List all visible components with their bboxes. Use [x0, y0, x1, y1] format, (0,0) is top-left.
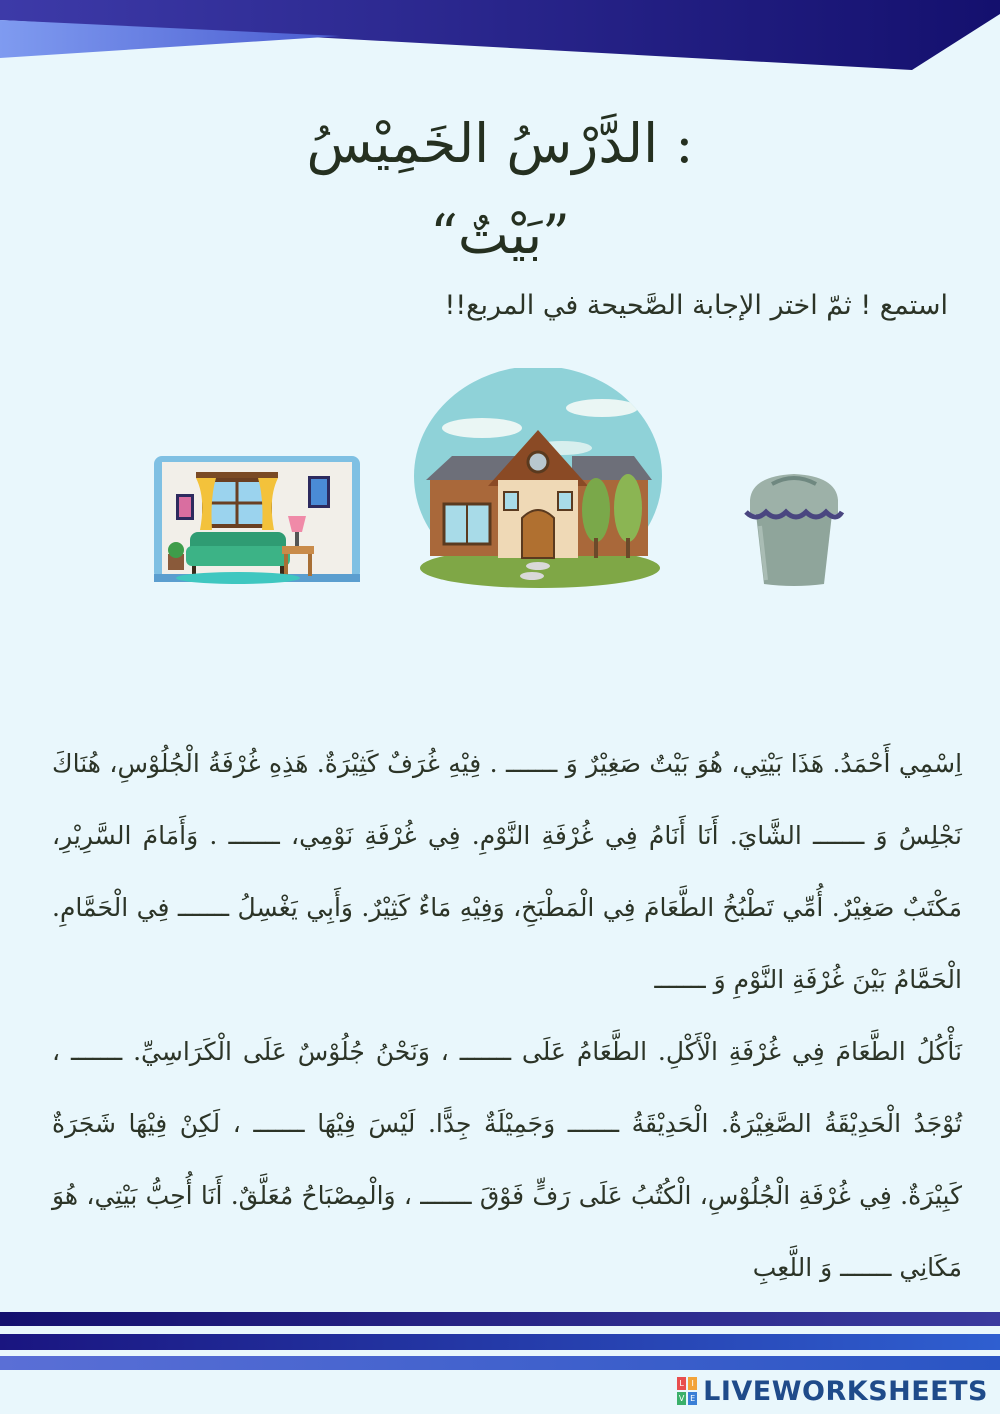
- passage-text: اِسْمِي أَحْمَدُ. هَذَا بَيْتِي، هُوَ بَيْتٌ صَغِيْرٌ وَ: [565, 749, 963, 778]
- liveworksheets-icon: L I V E: [678, 1379, 696, 1403]
- brand-logo[interactable]: [677, 1374, 988, 1408]
- house-image[interactable]: [412, 368, 664, 596]
- passage-text: ، لَكِنْ فِيْهَا شَجَرَةٌ كَبِيْرَةٌ. فِي غُرْفَةِ الْجُلُوْسِ، الْكُتُبُ عَلَى رَفٍّ فَوْقَ: [52, 1109, 962, 1210]
- passage-text: الشَّايَ. أَنَا أَنَامُ فِي غُرْفَةِ النَّوْمِ. فِي غُرْفَةِ نَوْمِي،: [291, 821, 802, 850]
- passage-text: . وَأَمَامَ السَّرِيْرِ، مَكْتَبٌ صَغِيْرٌ. أُمِّي تَطْبُخُ الطَّعَامَ فِي الْمَطْبَخِ، وَفِيْهِ مَاءٌ كَثِيْرٌ. وَأَبِي يَغْسِلُ: [52, 821, 963, 922]
- answer-blank[interactable]: ـــــــ: [253, 1109, 305, 1138]
- passage-text: ، تُوْجَدُ الْحَدِيْقَةُ الصَّغِيْرَةُ. الْحَدِيْقَةُ: [52, 1037, 963, 1138]
- answer-blank[interactable]: ـــــــ: [506, 749, 558, 778]
- passage-text: وَجَمِيْلَةٌ جِدًّا. لَيْسَ فِيْهَا: [317, 1109, 556, 1138]
- passage-text: نَأْكُلُ الطَّعَامَ فِي غُرْفَةِ الْأَكْلِ. الطَّعَامُ عَلَى: [521, 1037, 963, 1066]
- passage-text: وَ اللَّعِبِ: [752, 1253, 833, 1282]
- trash-bin-image[interactable]: [742, 470, 846, 588]
- reading-passage: [52, 728, 962, 1304]
- answer-blank[interactable]: ـــــــ: [654, 965, 706, 994]
- passage-text: ، وَالْمِصْبَاحُ مُعَلَّقٌ. أَنَا أُحِبُّ بَيْتِي، هُوَ مَكَانِي: [52, 1181, 962, 1282]
- answer-blank[interactable]: ـــــــ: [459, 1037, 512, 1066]
- answer-blank[interactable]: ـــــــ: [228, 821, 280, 850]
- answer-blank[interactable]: ـــــــ: [70, 1037, 123, 1066]
- instruction-text: استمع ! ثمّ اختر الإجابة الصَّحيحة في المربع!!: [444, 290, 948, 321]
- passage-text: . فِيْهِ غُرَفٌ كَثِيْرَةٌ. هَذِهِ غُرْفَةُ الْجُلُوْسِ، هُنَاكَ نَجْلِسُ وَ: [52, 749, 963, 850]
- brand-name: LIVEWORKSHEETS: [703, 1375, 988, 1407]
- answer-blank[interactable]: ـــــــ: [420, 1181, 472, 1210]
- answer-blank[interactable]: ـــــــ: [813, 821, 865, 850]
- page-title: الدَّرْسُ الخَمِيْسُ :: [306, 112, 694, 175]
- top-banner: [0, 0, 1000, 72]
- living-room-image[interactable]: [154, 454, 360, 586]
- answer-blank[interactable]: ـــــــ: [840, 1253, 892, 1282]
- passage-text: فِي الْحَمَّامِ. الْحَمَّامُ بَيْنَ غُرْفَةِ النَّوْمِ وَ: [52, 893, 962, 994]
- answer-blank[interactable]: ـــــــ: [177, 893, 230, 922]
- page-subtitle: “بَيْتٌ”: [430, 203, 570, 266]
- answer-blank[interactable]: ـــــــ: [567, 1109, 620, 1138]
- passage-text: ، وَنَحْنُ جُلُوْسٌ عَلَى الْكَرَاسِيِّ.: [133, 1037, 449, 1066]
